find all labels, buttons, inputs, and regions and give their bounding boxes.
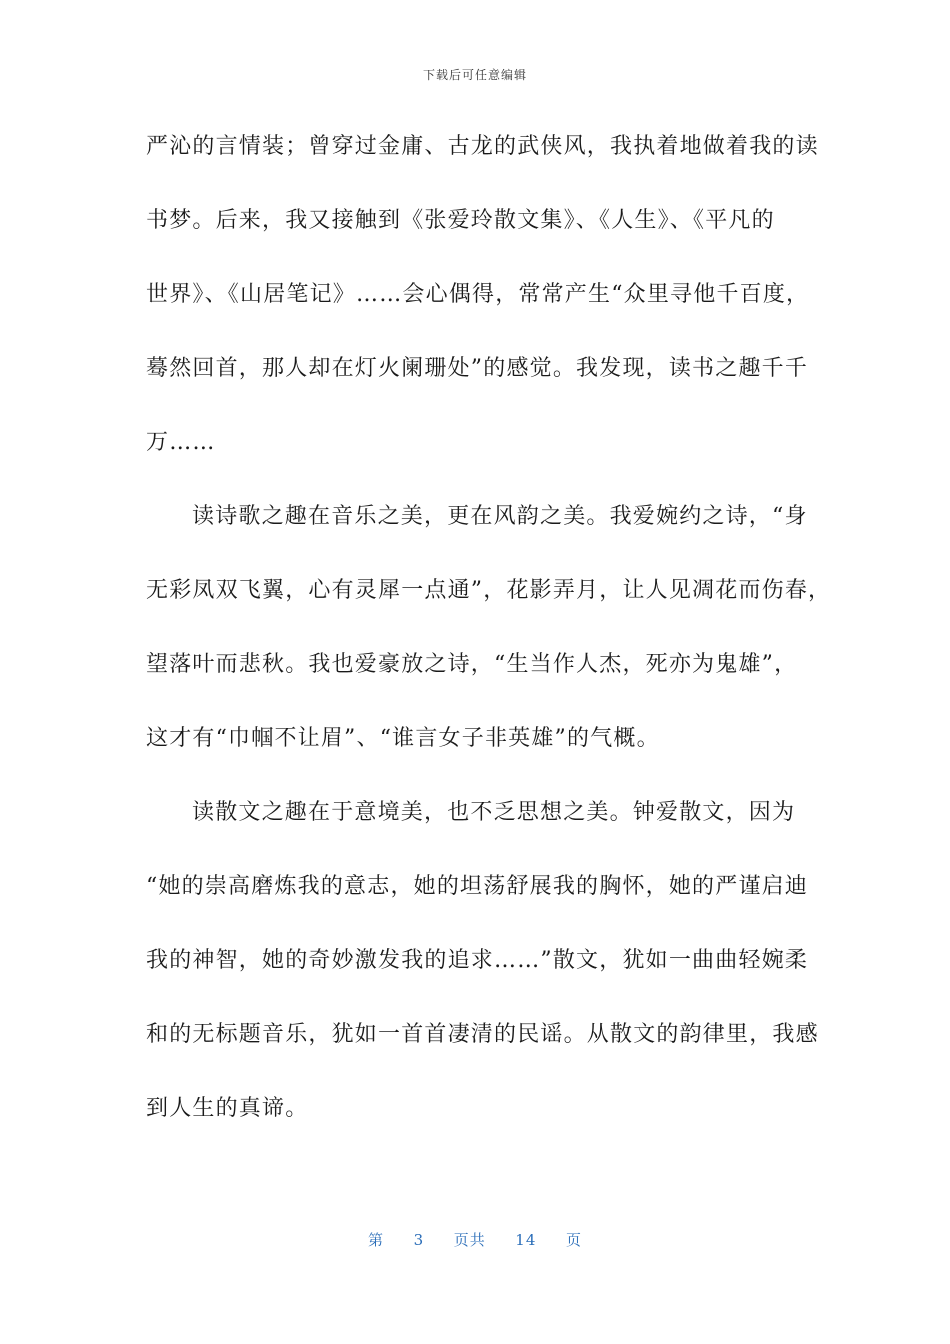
text-line: 无彩凤双飞翼，心有灵犀一点通”，花影弄月，让人见凋花而伤春， xyxy=(146,578,832,603)
footer-prefix: 第 xyxy=(368,1231,385,1249)
text-line: “她的崇高磨炼我的意志，她的坦荡舒展我的胸怀，她的严谨启迪 xyxy=(146,874,809,899)
text-line: 书梦。后来，我又接触到《张爱玲散文集》、《人生》、《平凡的 xyxy=(146,208,775,233)
current-page-number: 3 xyxy=(413,1231,425,1249)
footer-middle: 页共 xyxy=(453,1231,486,1249)
text-line: 我的神智，她的奇妙激发我的追求……”散文，犹如一曲曲轻婉柔 xyxy=(146,948,809,973)
text-line: 严沁的言情装；曾穿过金庸、古龙的武侠风，我执着地做着我的读 xyxy=(146,134,819,159)
paragraph-start-line: 读散文之趣在于意境美，也不乏思想之美。钟爱散文，因为 xyxy=(192,800,796,825)
paragraph-start-line: 读诗歌之趣在音乐之美，更在风韵之美。我爱婉约之诗，“身 xyxy=(192,504,808,529)
page-header: 下载后可任意编辑 xyxy=(422,68,527,82)
text-line: 世界》、《山居笔记》……会心偶得，常常产生“众里寻他千百度， xyxy=(146,282,810,307)
footer-suffix: 页 xyxy=(565,1231,582,1249)
body-text xyxy=(146,128,832,1164)
text-line: 望落叶而悲秋。我也爱豪放之诗，“生当作人杰，死亦为鬼雄”， xyxy=(146,652,798,677)
text-line: 到人生的真谛。 xyxy=(146,1096,309,1121)
total-page-count: 14 xyxy=(515,1231,537,1249)
text-line: 和的无标题音乐，犹如一首首凄清的民谣。从散文的韵律里，我感 xyxy=(146,1022,819,1047)
text-line: 这才有“巾帼不让眉”、“谁言女子非英雄”的气概。 xyxy=(146,726,660,751)
text-line: 蓦然回首，那人却在灯火阑珊处”的感觉。我发现，读书之趣千千 xyxy=(146,356,809,381)
page-footer xyxy=(0,1229,950,1250)
text-line: 万…… xyxy=(146,430,216,455)
